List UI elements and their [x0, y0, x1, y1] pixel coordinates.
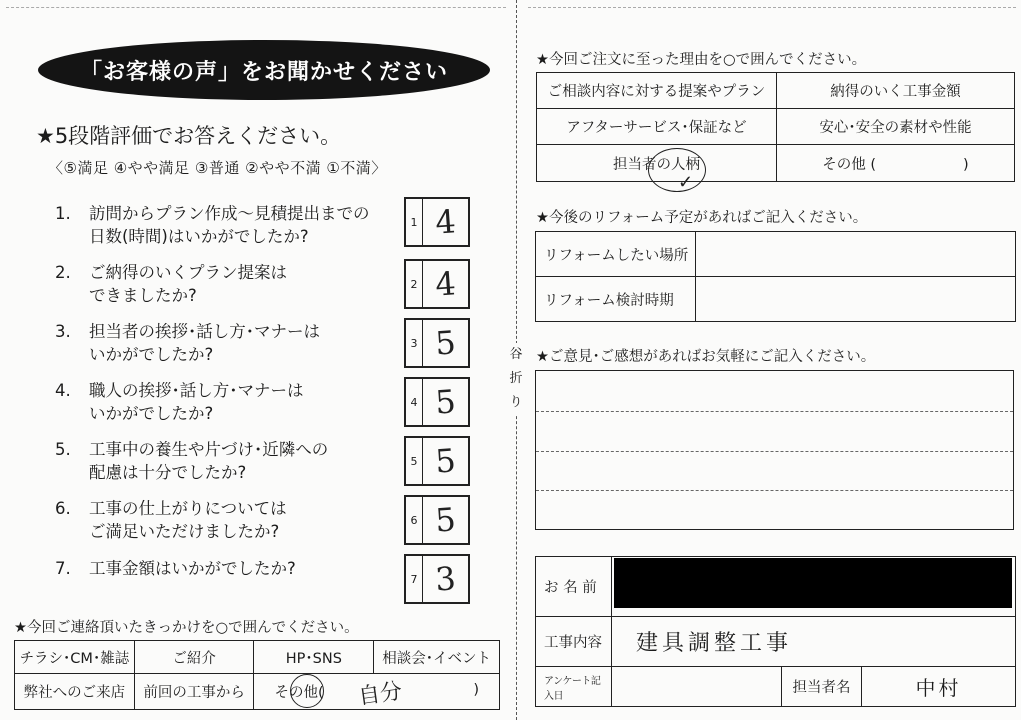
survey-title: 「お客様の声」をお聞かせください [38, 40, 490, 100]
reason-price[interactable]: 納得のいく工事金額 [777, 73, 1015, 109]
question-number: 4. [55, 381, 71, 400]
score-box-6[interactable] [404, 495, 470, 545]
reason-heading: ★今回ご注文に至った理由を○で囲んでください。 [536, 52, 867, 68]
question-text-line2: 日数(時間)はいかがでしたか? [89, 227, 309, 246]
question-text-line2: 配慮は十分でしたか? [89, 463, 247, 482]
score-box-2[interactable] [404, 259, 470, 309]
question-text-line2: できましたか? [89, 286, 197, 305]
reform-place-label: リフォームしたい場所 [536, 232, 696, 277]
score-value: 4 [434, 202, 457, 242]
score-box-4[interactable] [404, 377, 470, 427]
score-value: 3 [434, 559, 457, 599]
question-text-line2: いかがでしたか? [89, 404, 214, 423]
score-value: 5 [434, 382, 457, 422]
option-other-label: その他( [274, 685, 324, 701]
reform-period-field[interactable] [696, 277, 1016, 322]
question-text-line1: 工事金額はいかがでしたか? [89, 559, 296, 578]
question-text-line1: 職人の挨拶･話し方･マナーは [89, 381, 304, 400]
work-value: 建具調整工事 [636, 631, 793, 656]
question-number: 3. [55, 322, 71, 341]
staff-label: 担当者名 [782, 667, 862, 707]
comment-line [536, 411, 1013, 412]
reform-period-label: リフォーム検討時期 [536, 277, 696, 322]
question-number: 6. [55, 499, 71, 518]
score-box-3[interactable] [404, 318, 470, 368]
question-number: 2. [55, 263, 71, 282]
fold-label: 谷 折 り [509, 343, 523, 415]
score-box-1[interactable] [404, 197, 470, 247]
score-value: 4 [434, 264, 457, 304]
score-index: 7 [406, 556, 423, 602]
question-text-line1: 訪問からプラン作成～見積提出までの [89, 204, 370, 223]
question-number: 5. [55, 440, 71, 459]
top-dashed-border-right [528, 7, 1016, 8]
name-label: お 名 前 [536, 557, 612, 617]
name-redaction [614, 558, 1012, 608]
selection-circle [648, 148, 706, 192]
work-label: 工事内容 [536, 617, 612, 667]
comment-line [536, 490, 1013, 491]
option-hp-sns[interactable]: HP･SNS [254, 641, 374, 674]
reform-heading: ★今後のリフォーム予定があればご記入ください。 [536, 210, 868, 226]
option-store-visit[interactable]: 弊社へのご来店 [15, 674, 135, 710]
contact-heading: ★今回ご連絡頂いたきっかけを○で囲んでください。 [14, 620, 359, 636]
question-number: 7. [55, 559, 71, 578]
score-index: 2 [406, 261, 423, 307]
comments-heading: ★ご意見･ご感想があればお気軽にご記入ください。 [536, 349, 876, 365]
date-field[interactable] [612, 667, 782, 707]
option-event[interactable]: 相談会･イベント [374, 641, 500, 674]
question-text-line1: 工事の仕上がりについては [89, 499, 287, 518]
reason-other[interactable]: その他 ( ) [777, 145, 1015, 182]
reform-plan-table [535, 231, 1016, 322]
score-value: 5 [434, 323, 457, 363]
score-value: 5 [434, 500, 457, 540]
staff-value: 中村 [915, 676, 962, 700]
top-dashed-border-left [6, 7, 506, 8]
comments-field[interactable] [535, 370, 1014, 530]
contact-options-table [14, 640, 500, 710]
handwritten-other: 自分 [356, 679, 404, 710]
score-index: 3 [406, 320, 423, 366]
comment-line [536, 451, 1013, 452]
reason-proposal[interactable]: ご相談内容に対する提案やプラン [537, 73, 777, 109]
option-previous-work[interactable]: 前回の工事から [134, 674, 254, 710]
reason-staff-personality[interactable]: 担当者の人柄 [537, 145, 777, 182]
score-index: 1 [406, 199, 423, 245]
option-flyer[interactable]: チラシ･CM･雑誌 [15, 641, 135, 674]
selection-circle [290, 674, 324, 708]
reform-place-field[interactable] [696, 232, 1016, 277]
reason-after-service[interactable]: アフターサービス･保証など [537, 109, 777, 145]
work-field[interactable] [612, 617, 1016, 667]
question-text-line2: ご満足いただけましたか? [89, 522, 280, 541]
question-text-line1: 工事中の養生や片づけ･近隣への [89, 440, 329, 459]
rating-legend: 〈⑤満足 ④やや満足 ③普通 ②やや不満 ①不満〉 [48, 159, 387, 177]
staff-field[interactable] [862, 667, 1016, 707]
score-box-7[interactable] [404, 554, 470, 604]
reason-materials[interactable]: 安心･安全の素材や性能 [777, 109, 1015, 145]
reason-options-table [536, 72, 1015, 182]
question-text-line1: 担当者の挨拶･話し方･マナーは [89, 322, 320, 341]
option-other-close: ) [473, 682, 479, 698]
reason-check-mark: ✓ [678, 172, 694, 193]
option-referral[interactable]: ご紹介 [134, 641, 254, 674]
question-text-line1: ご納得のいくプラン提案は [89, 263, 287, 282]
score-index: 6 [406, 497, 423, 543]
question-number: 1. [55, 204, 71, 223]
date-label: アンケート記入日 [536, 667, 612, 707]
question-text-line2: いかがでしたか? [89, 345, 214, 364]
score-value: 5 [434, 441, 457, 481]
score-box-5[interactable] [404, 436, 470, 486]
rating-heading: ★5段階評価でお答えください。 [36, 124, 342, 148]
score-index: 4 [406, 379, 423, 425]
score-index: 5 [406, 438, 423, 484]
